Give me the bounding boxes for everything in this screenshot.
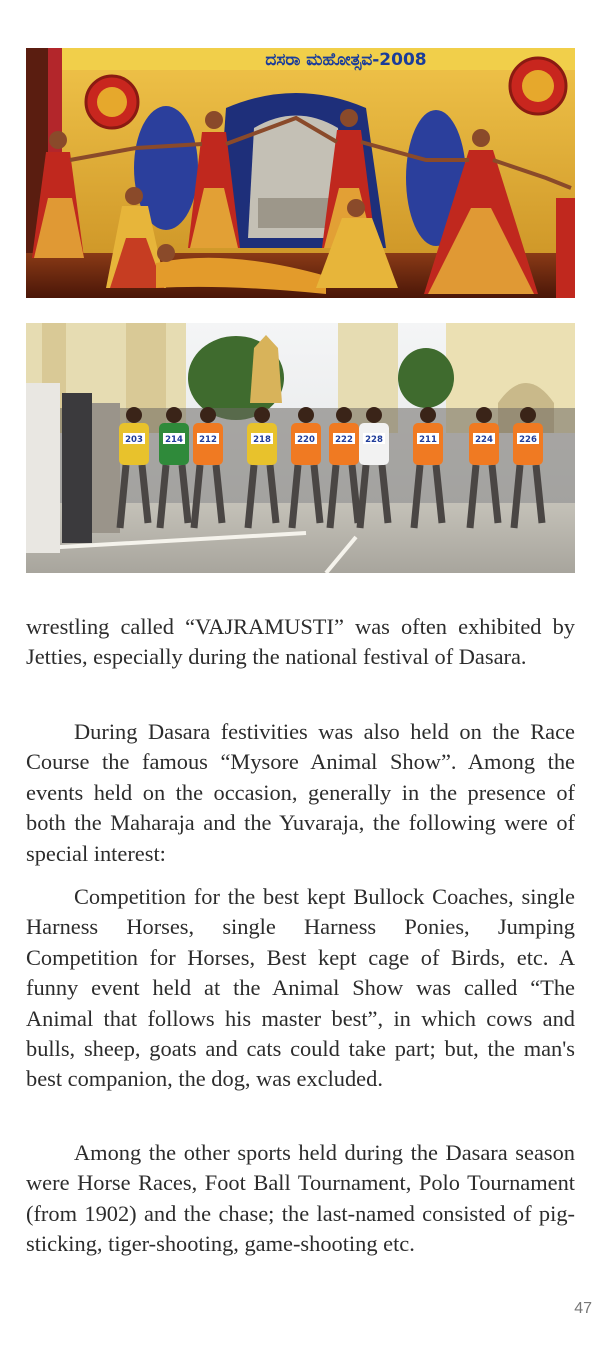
bib-number: 203 [125, 435, 143, 445]
running-race-photo [26, 323, 575, 573]
paragraph-1 [26, 612, 575, 673]
paragraph-3 [26, 882, 575, 1095]
bib-number: 224 [475, 435, 493, 445]
bib-number: 222 [335, 435, 353, 445]
paragraph-text-4: Among the other sports held during the Dasara season were Horse Races, Foot Ball Tournament, Polo Tournament (from 1902) and the chase; the last-named consisted of pig-sticking, tiger-shooting, game-shooting etc. [26, 1140, 575, 1257]
running-race-illustration [26, 323, 575, 573]
banner-text: ದಸರಾ ಮಹೋತ್ಸವ-2008 [265, 50, 427, 70]
bib-number: 214 [165, 435, 183, 445]
bib-number: 228 [365, 435, 383, 445]
paragraph-4 [26, 1138, 575, 1260]
paragraph-2 [26, 717, 575, 869]
paragraph-text-1: wrestling called “VAJRAMUSTI” was often exhibited by Jetties, especially during the national festival of Dasara. [26, 614, 575, 670]
paragraph-text-2: During Dasara festivities was also held on the Race Course the famous “Mysore Animal Show”. Among the events held on the occasion, generally in the presence of both the Maharaja and the Yuvaraja, the following were of special interest: [26, 719, 575, 866]
bib-number: 211 [419, 435, 437, 445]
paragraph-text-3: Competition for the best kept Bullock Coaches, single Harness Horses, single Harness Ponies, Jumping Competition for Horses, Best kept cage of Birds, etc. A funny event held at the Animal Show was called “The Animal that follows his master best”, in which cows and bulls, sheep, goats and cats could take part; but, the man's best companion, the dog, was excluded. [26, 884, 575, 1092]
bib-number: 226 [519, 435, 537, 445]
bib-number: 220 [297, 435, 315, 445]
dance-performance-photo [26, 48, 575, 298]
page-number: 47 [574, 1300, 592, 1317]
bib-number: 218 [253, 435, 271, 445]
dance-performance-illustration [26, 48, 575, 298]
bib-number: 212 [199, 435, 217, 445]
